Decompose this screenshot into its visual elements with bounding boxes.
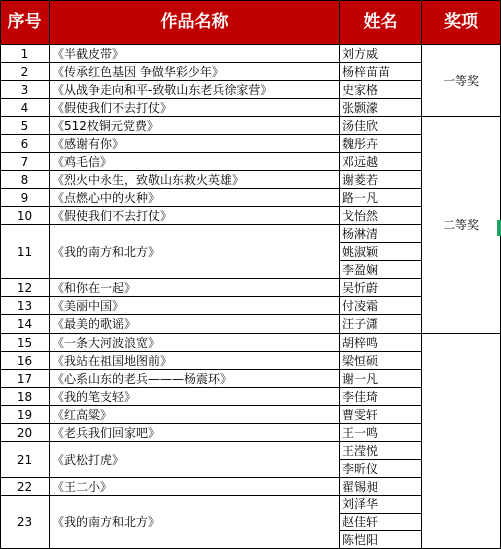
student-name: 邓远越 — [342, 154, 379, 169]
work-title-cell: 《红高粱》 — [50, 406, 340, 424]
name-cell — [340, 63, 422, 81]
student-name: 魏彤卉 — [342, 136, 379, 151]
header-award: 奖项 — [422, 0, 501, 45]
name-cell — [340, 370, 422, 388]
student-name: 刘方威 — [342, 46, 379, 61]
seq-cell: 9 — [0, 189, 50, 207]
student-name: 赵佳轩 — [340, 514, 421, 532]
name-cell — [340, 424, 422, 442]
seq-cell: 14 — [0, 315, 50, 334]
name-cell — [340, 352, 422, 370]
student-name: 汪子潇 — [342, 317, 379, 331]
student-name: 王一鸣 — [342, 425, 379, 440]
name-cell — [340, 315, 422, 334]
student-name: 李昕仪 — [342, 461, 379, 476]
student-name: 杨梓苗苗 — [342, 64, 391, 79]
seq-cell: 15 — [0, 334, 50, 352]
name-cell — [340, 45, 422, 63]
seq-cell: 17 — [0, 370, 50, 388]
name-cell — [340, 171, 422, 189]
seq-cell: 23 — [0, 496, 50, 549]
work-title-cell: 《烈火中永生，致敬山东救火英雄》 — [50, 171, 340, 189]
student-name: 刘泽华 — [340, 496, 421, 514]
student-name: 李佳琦 — [342, 389, 379, 404]
seq-cell: 4 — [0, 99, 50, 117]
work-title-cell: 《512枚铜元党费》 — [50, 117, 340, 135]
award-empty — [422, 334, 501, 549]
seq-cell: 8 — [0, 171, 50, 189]
work-title-cell: 《最美的歌谣》 — [50, 315, 340, 334]
work-title-cell: 《美丽中国》 — [50, 297, 340, 315]
award-one: 一等奖 — [422, 45, 501, 117]
student-name: 李盈娴 — [342, 262, 379, 277]
table-left-border — [0, 0, 1, 549]
name-cell — [340, 496, 422, 549]
student-name: 翟锡昶 — [342, 479, 379, 494]
name-cell — [340, 189, 422, 207]
work-title-cell: 《假使我们不去打仗》 — [50, 99, 340, 117]
student-name: 戈怡然 — [342, 208, 379, 223]
seq-cell: 3 — [0, 81, 50, 99]
student-name: 张颢濛 — [342, 100, 379, 115]
name-cell — [340, 81, 422, 99]
seq-cell: 7 — [0, 153, 50, 171]
seq-cell: 20 — [0, 424, 50, 442]
seq-cell: 18 — [0, 388, 50, 406]
student-name: 王滢悦 — [340, 442, 421, 460]
work-title-cell: 《鸡毛信》 — [50, 153, 340, 171]
work-title-cell: 《一条大河波浪宽》 — [50, 334, 340, 352]
seq-cell: 6 — [0, 135, 50, 153]
student-name: 吴忻蔚 — [342, 280, 379, 295]
name-cell — [340, 279, 422, 297]
name-cell — [340, 297, 422, 315]
student-name: 付凌霜 — [342, 298, 379, 313]
header-seq: 序号 — [0, 0, 50, 45]
header-work: 作品名称 — [50, 0, 340, 45]
seq-cell: 19 — [0, 406, 50, 424]
work-title-cell: 《我的南方和北方》 — [50, 225, 340, 279]
work-title-cell: 《和你在一起》 — [50, 279, 340, 297]
work-title-cell: 《感谢有你》 — [50, 135, 340, 153]
student-name: 史家格 — [342, 82, 379, 97]
seq-cell: 1 — [0, 45, 50, 63]
seq-cell: 10 — [0, 207, 50, 225]
work-title-cell: 《我的南方和北方》 — [50, 496, 340, 549]
name-cell — [340, 442, 422, 478]
work-title-cell: 《老兵我们回家吧》 — [50, 424, 340, 442]
student-name: 陈恺阳 — [342, 532, 379, 547]
seq-cell: 11 — [0, 225, 50, 279]
award-two: 二等奖 — [422, 117, 501, 334]
work-title-cell: 《从战争走向和平-致敬山东老兵徐家营》 — [50, 81, 340, 99]
name-cell — [340, 334, 422, 352]
student-name: 梁恒硕 — [342, 353, 379, 368]
work-title-cell: 《假使我们不去打仗》 — [50, 207, 340, 225]
work-title-cell: 《传承红色基因 争做华彩少年》 — [50, 63, 340, 81]
name-cell — [340, 207, 422, 225]
seq-cell: 2 — [0, 63, 50, 81]
seq-cell: 5 — [0, 117, 50, 135]
name-cell — [340, 388, 422, 406]
name-cell — [340, 117, 422, 135]
student-name: 谢一凡 — [342, 371, 379, 386]
student-name: 杨淋清 — [340, 225, 421, 243]
cell-selection-marker — [497, 220, 501, 236]
name-cell — [340, 135, 422, 153]
seq-cell: 16 — [0, 352, 50, 370]
work-title-cell: 《武松打虎》 — [50, 442, 340, 478]
student-name: 姚淑颖 — [340, 243, 421, 261]
header-name: 姓名 — [340, 0, 422, 45]
student-name: 曹雯轩 — [342, 407, 379, 422]
name-cell — [340, 478, 422, 496]
name-cell — [340, 225, 422, 279]
seq-cell: 13 — [0, 297, 50, 315]
seq-cell: 12 — [0, 279, 50, 297]
name-cell — [340, 406, 422, 424]
work-title-cell: 《半截皮带》 — [50, 45, 340, 63]
name-cell — [340, 99, 422, 117]
work-title-cell: 《王二小》 — [50, 478, 340, 496]
student-name: 谢菱若 — [342, 172, 379, 187]
table-top-border — [0, 0, 501, 1]
student-name: 路一凡 — [342, 190, 379, 205]
student-name: 胡梓鸣 — [342, 335, 379, 350]
work-title-cell: 《心系山东的老兵———杨震环》 — [50, 370, 340, 388]
work-title-cell: 《我站在祖国地图前》 — [50, 352, 340, 370]
seq-cell: 21 — [0, 442, 50, 478]
work-title-cell: 《点燃心中的火种》 — [50, 189, 340, 207]
seq-cell: 22 — [0, 478, 50, 496]
student-name: 汤佳欣 — [342, 118, 379, 133]
work-title-cell: 《我的笔支轻》 — [50, 388, 340, 406]
name-cell — [340, 153, 422, 171]
